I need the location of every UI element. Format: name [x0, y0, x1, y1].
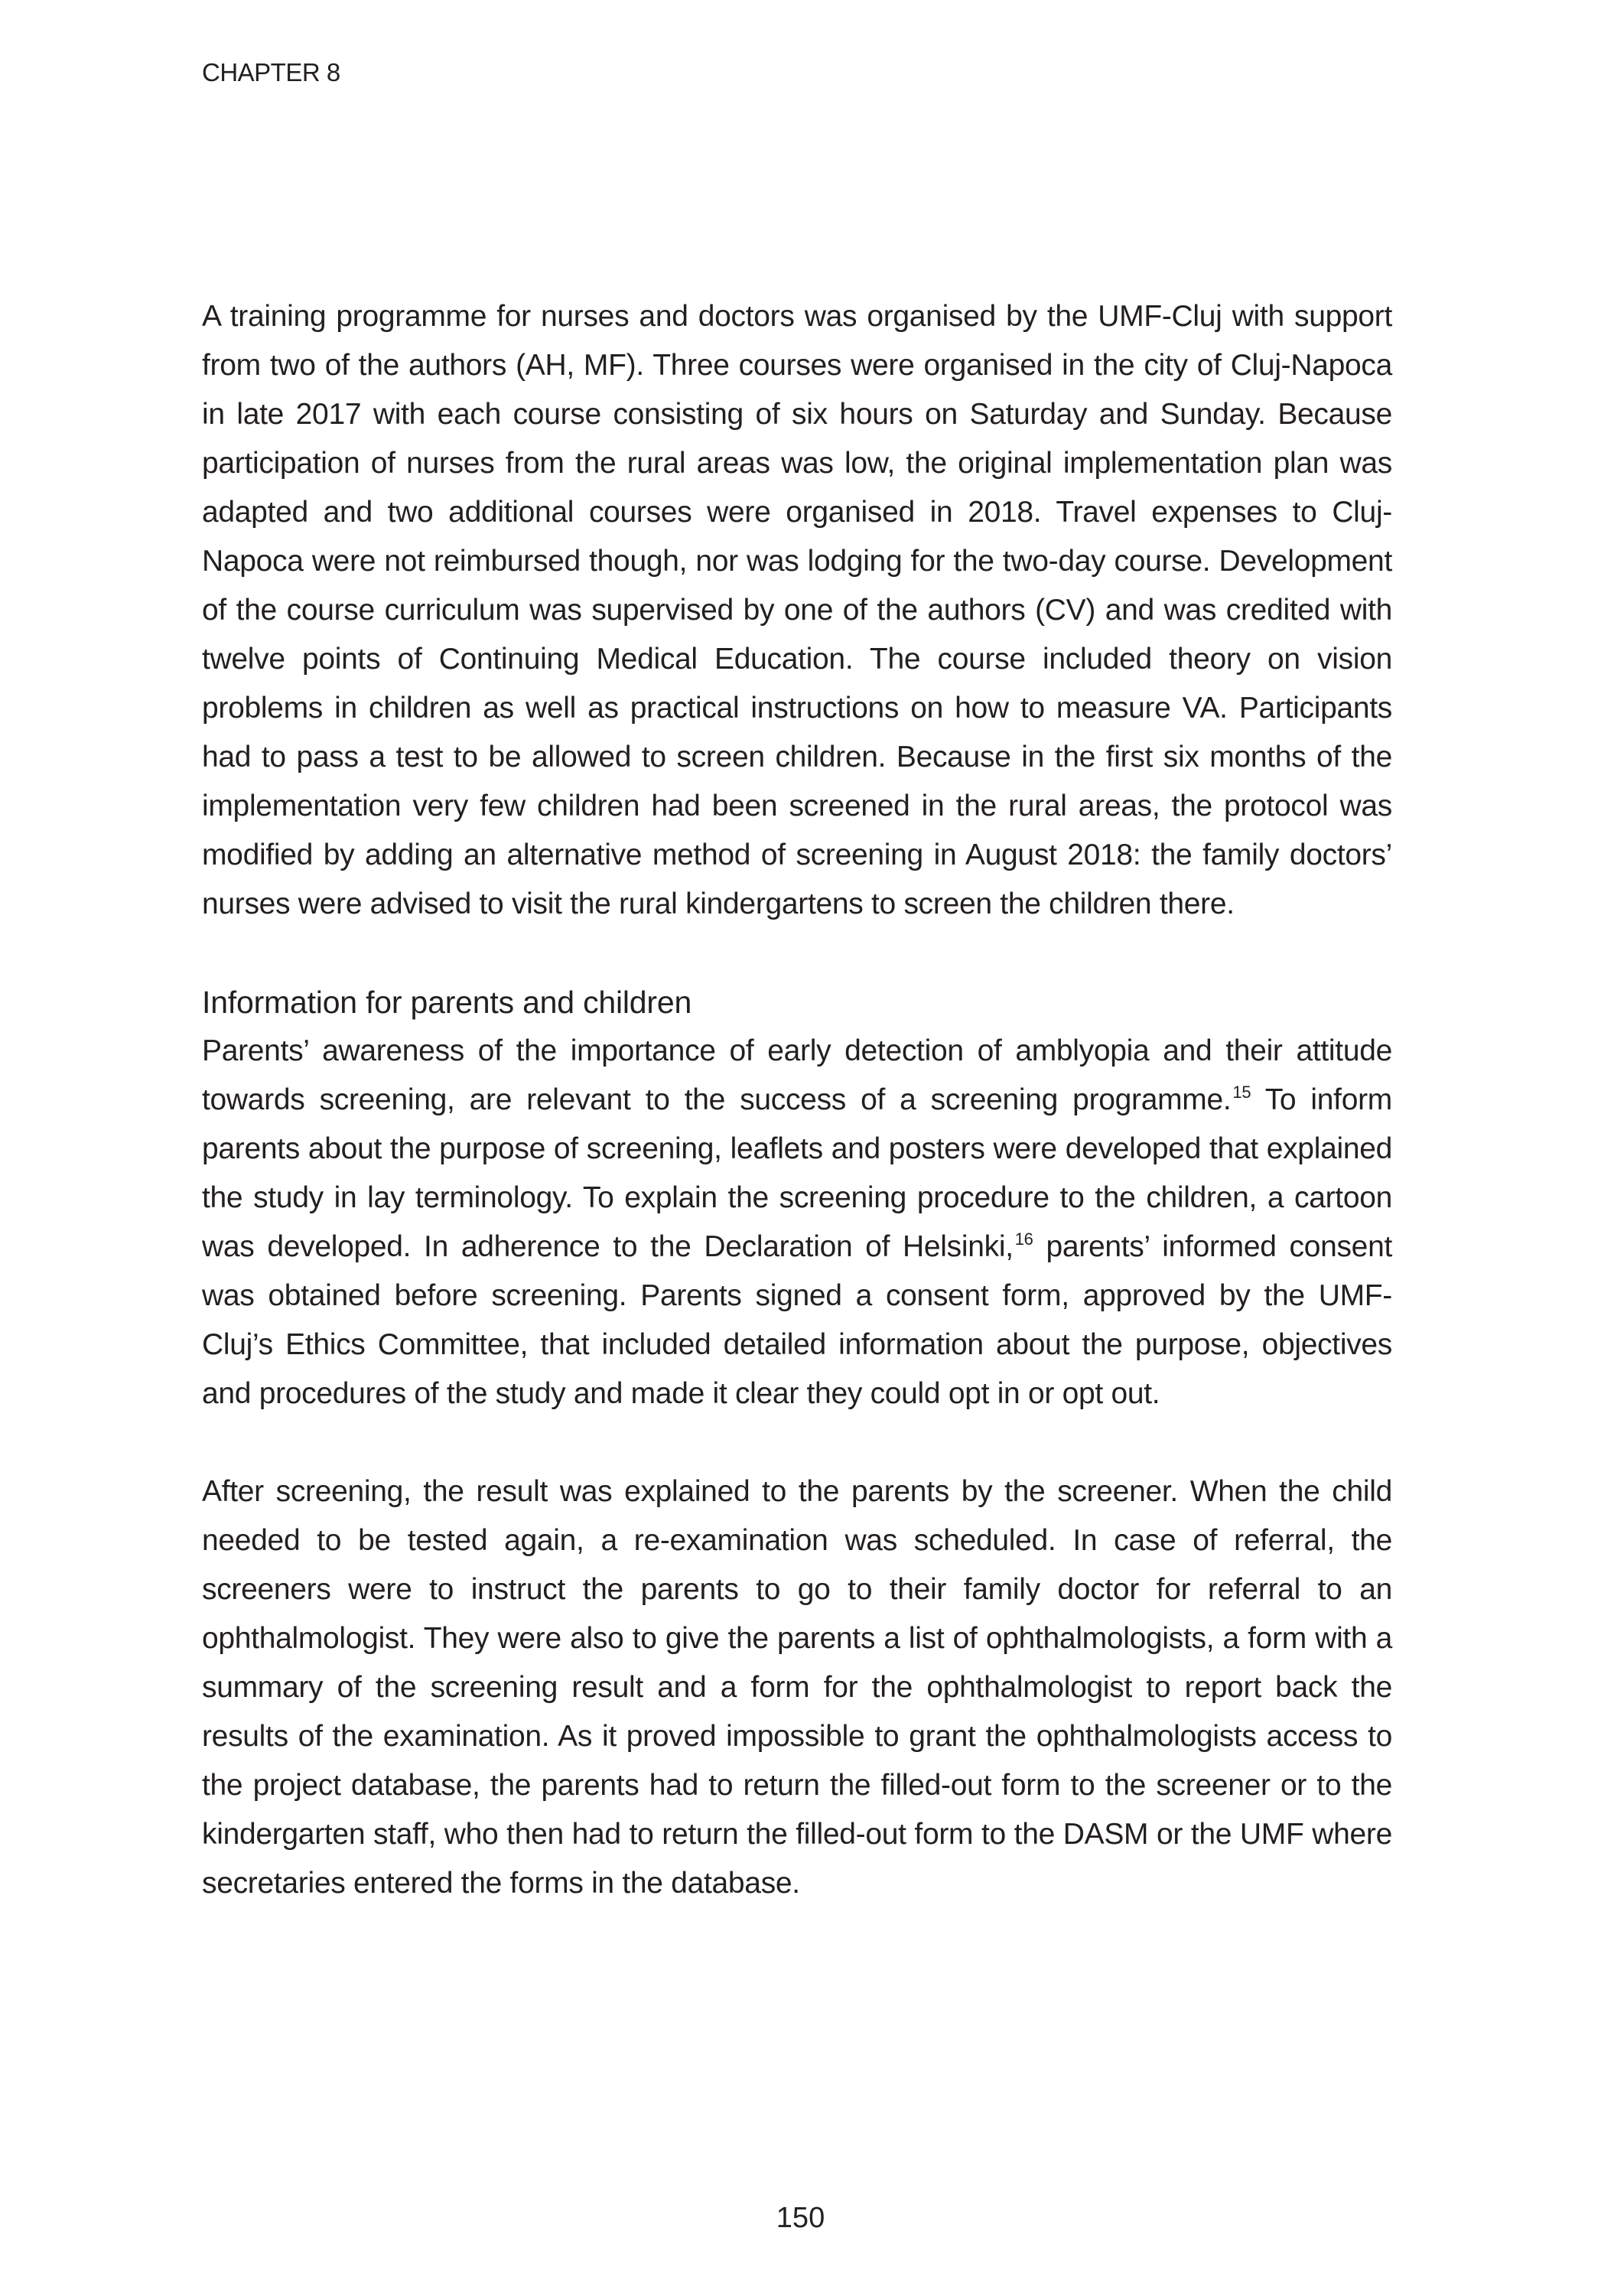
footnote-reference[interactable]: 16 [1014, 1229, 1033, 1249]
running-head-chapter: CHAPTER 8 [202, 58, 340, 86]
paragraph-parent-information [202, 1027, 1392, 1418]
paragraph-text-part: Parents’ awareness of the importance of early detection of amblyopia and their attitude towards screening, are relevant to the success of a screening programme. [202, 1034, 1392, 1116]
paragraph-text-part: parents’ informed consent was obtained before screening. Parents signed a consent form, approved by the UMF-Cluj’s Ethics Committee, that included detailed information about the purpose, objectives and procedures of the study and made it clear they could opt in or opt out. [202, 1230, 1392, 1410]
paragraph-spacer [202, 929, 1392, 978]
page-body [202, 292, 1392, 1908]
paragraph-after-screening: After screening, the result was explained to the parents by the screener. When the child needed to be tested again, a re-examination was scheduled. In case of referral, the screeners were to instruct the parents to go to their family doctor for referral to an ophthalmologist. They were also to give the parents a list of ophthalmologists, a form with a summary of the screening result and a form for the ophthalmologist to report back the results of the examination. As it proved impossible to grant the ophthalmologists access to the project database, the parents had to return the filled-out form to the screener or to the kindergarten staff, who then had to return the filled-out form to the DASM or the UMF where secretaries entered the forms in the database. [202, 1475, 1392, 1900]
section-heading: Information for parents and children [202, 985, 692, 1020]
paragraph-training-programme: A training programme for nurses and doctors was organised by the UMF-Cluj with support from two of the authors (AH, MF). Three courses were organised in the city of Cluj-Napoca in late 2017 with each course consisting of six hours on Saturday and Sunday. Because participation of nurses from the rural areas was low, the original implementation plan was adapted and two additional courses were organised in 2018. Travel expenses to Cluj-Napoca were not reimbursed though, nor was lodging for the two-day course. Development of the course curriculum was supervised by one of the authors (CV) and was credited with twelve points of Continuing Medical Education. The course included theory on vision problems in children as well as practical instructions on how to measure VA. Participants had to pass a test to be allowed to screen children. Because in the first six months of the implementation very few children had been screened in the rural areas, the protocol was modified by adding an alternative method of screening in August 2018: the family doctors’ nurses were advised to visit the rural kindergartens to screen the children there. [202, 300, 1392, 920]
paragraph-text-part: To inform parents about the purpose of screening, leaflets and posters were developed that explained the study in lay terminology. To explain the screening procedure to the children, a cartoon was developed. In adherence to the Declaration of Helsinki, [202, 1083, 1392, 1263]
footnote-reference[interactable]: 15 [1232, 1083, 1251, 1102]
paragraph-spacer [202, 1418, 1392, 1467]
page-number: 150 [776, 2202, 825, 2234]
